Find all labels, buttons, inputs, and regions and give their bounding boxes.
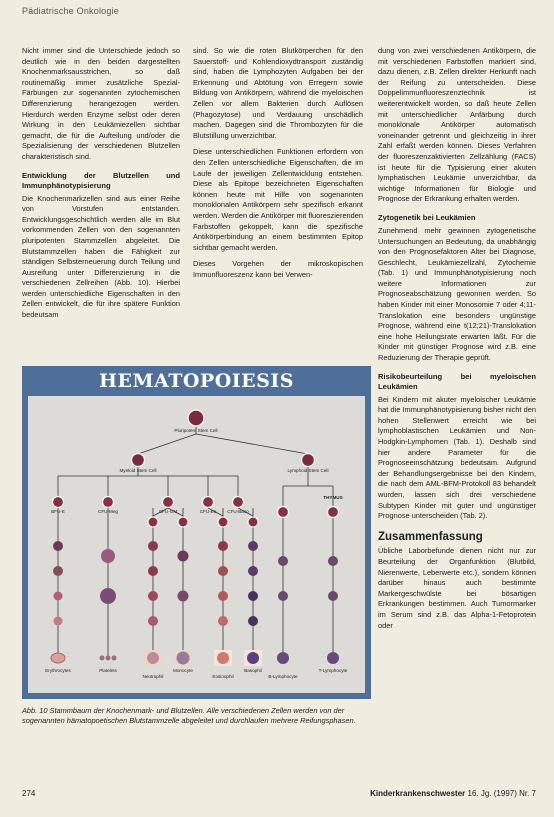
label-eosinophil: Eosinophil — [212, 674, 234, 679]
label-cfu-eo: CFU-Eo — [199, 509, 217, 514]
label-bfu: BFU-E — [51, 509, 65, 514]
label-lymphoid: Lymphoid Stem Cell — [287, 468, 329, 473]
label-basophil: Basophil — [244, 668, 262, 673]
paragraph: Bei Kindern mit akuter myeloischer Leukämie hat die Immunphänotypisierung bisher nicht den hohen Stellenwert erreicht wie bei lymphoblastischen Leukämien und Non-Hodgkin-Lymphomen (Tab. 1). Deshalb sind hier andere Parameter für die Prognoseeinschätzung bedeutsam. Aufgrund der Behandlungsergebnisse bei den Kindern, die nach dem AML-BFM-Protokoll 83 behandelt wurden, lassen sich drei verschiedene Subtypen Kinder mit guter und ungünstiger Prognose unterscheiden (Tab. 2). — [378, 394, 536, 521]
paragraph: Die Knochenmarkzellen sind aus einer Reihe von Vorstufen entstanden. Entwicklungsgeschichtlich werden alle im Blut vorkommenden Zellen von den sogenannten pluripotenten Stammzellen abgeleitet. Die Blutstammzellen haben die Fähigkeit zur ständigen Selbsterneuerung durch Teilung und Ausreifung unter Differenzierung in die verschiedenen Zellreihen (Abb. 10). Hierbei werden unterschiedliche Eigenschaften in den Zellen entwickelt, die für ihre spätere Funktion bedeutsam — [22, 193, 180, 320]
label-stem: Pluripotent Stem Cell — [174, 428, 218, 433]
text-column-2 — [193, 46, 363, 286]
paragraph: sind. So wie die roten Blutkörperchen für den Sauerstoff- und Kohlendioxydtransport zuständig sind, haben die Lymphozyten Aufgaben bei der Erkennung und Abtötung von Erregern sowie Bildung von Antikörpern, während die myeloischen Zellen vor allem Bakterien durch Auflösen (Phagozytose) und Verdauung unschädlich machen. Dagegen sind die Thrombozyten für die Blutstillung unverzichtbar. — [193, 46, 363, 140]
tree-connectors — [58, 426, 333, 658]
label-neutrophil: Neutrophil — [142, 674, 164, 679]
section-heading-summary: Zusammenfassung — [378, 530, 483, 543]
hematopoiesis-figure — [22, 366, 371, 699]
figure-title: HEMATOPOIESIS — [99, 370, 294, 392]
text-column-1 — [22, 46, 180, 327]
label-cfu-baso: CFU-Baso — [227, 509, 249, 514]
figure-panel — [28, 396, 365, 693]
section-heading: Risikobeurteilung bei myeloischen Leukämien — [378, 371, 536, 391]
cell-labels — [45, 428, 348, 679]
label-cfu-meg: CFU-Meg — [98, 509, 118, 514]
paragraph: dung von zwei verschiedenen Antikörpern, die mit verschiedenen Farbstoffen markiert sind, dazu dienen, z.B. Zellen direkter Herkunft nach der Reifung zu unterscheiden. Diese Doppelimmunfluoreszenztechnik ist weiterentwickelt worden, so daß heute Zellen mit unterschiedlicher Anfärbung durch monoklonale Antikörper automatisch voneinander getrennt und gleichzeitig in ihrer Zahl erfaßt werden können. Dieses Verfahren der fluoreszenzaktivierten Zellzählung (FACS) ist heute für die Typisierung einer akuten lymphatischen Leukämie unverzichtbar, da wichtige Informationen für Biologie und Prognose der Erkrankung erhalten werden. — [378, 46, 536, 204]
label-monocyte: Monocyte — [173, 668, 193, 673]
label-thymus: THYMUS — [323, 495, 343, 500]
text-column-3 — [378, 46, 536, 637]
running-header: Pädiatrische Onkologie — [22, 6, 119, 16]
label-b-lymph: B-Lymphocyte — [268, 674, 298, 679]
journal-issue: 16. Jg. (1997) Nr. 7 — [467, 789, 536, 798]
section-heading: Zytogenetik bei Leukämien — [378, 212, 476, 222]
label-t-lymph: T-Lymphocyte — [318, 668, 348, 673]
section-heading: Entwicklung der Blutzellen und Immunphänotypisierung — [22, 170, 180, 190]
lineage-tree-diagram — [28, 396, 365, 693]
figure-caption: Abb. 10 Stammbaum der Knochenmark- und Blutzellen. Alle verschiedenen Zellen werden von der sogenannten hämatopoetischen Blutstammzelle abgeleitet und durchlaufen mehrere Reifungsphasen. — [22, 706, 356, 726]
cell-icons — [51, 410, 339, 666]
paragraph: Zunehmend mehr gewinnen zytogenetische Untersuchungen an Bedeutung, da unabhängig von den Prognosefaktoren Alter bei Diagnose, Geschlecht, Leukämiezellzahl, Zytochemie (Tab. 1) und Immunphänotypisierung noch weitere Informationen zur Prognoseabschätzung gewonnen werden. So haben Kinder mit einer Monosomie 7 oder 4;11-Translokation eine besonders ungünstige Prognose, während eine t(12;21)-Translokation eine hohe Heilungsrate erwarten läßt. Für die Kinder mit günstiger Prognose wird z.B. eine Reduzierung der Therapie geprüft. — [378, 225, 536, 363]
paragraph: Übliche Laborbefunde dienen nicht nur zur Beurteilung der Organfunktion (Blutbild, Nierenwerte, Leberwerte etc.), sondern können darüber hinaus auch bestimmte Markergeschwülste bei bösartigen Erkrankungen bestimmen. Auch Tumormarker im Serum sind z.B. das Alpha-1-Fetoprotein oder — [378, 546, 536, 630]
paragraph: Nicht immer sind die Unterschiede jedoch so deutlich wie in den beiden dargestellten Knochenmarksausstrichen, so daß routinemäßig immer zusätzliche Spezial-Färbungen zur sogenannten zytochemischen Differenzierung herangezogen werden. Hierdurch werden Enzyme selbst oder deren Wirkung in den Leukämiezellen sichtbar gemacht, die für die Aufteilung und/oder die Spezialisierung der verschiedenen Blutzellen charakteristisch sind. — [22, 46, 180, 161]
label-cfu-gm: CFU-GM — [158, 509, 178, 514]
journal-footer — [370, 789, 536, 798]
label-erythrocytes: Erythrocytes — [45, 668, 71, 673]
label-myeloid: Myeloid Stem Cell — [119, 468, 157, 473]
journal-name: Kinderkrankenschwester — [370, 789, 466, 798]
page-number: 274 — [22, 789, 36, 798]
paragraph: Dieses Vorgehen der mikroskopischen Immunfluoreszenz kann bei Verwen- — [193, 259, 363, 279]
paragraph: Diese unterschiedlichen Funktionen erfordern von den Zellen unterschiedliche Eigenschaften, die im Laufe der jeweiligen Zellentwicklung entstehen. Diese als Epitope bezeichneten Eigenschaften können heute mit Hilfe von sogenannten monoklonalen Antikörpern sehr spezifisch erkannt werden. Werden die Antikörper mit fluoreszierenden Farbstoffen gekoppelt, kann die spezifische Antikörperbindung an einem bestimmten Epitop sichtbar gemacht werden. — [193, 147, 363, 252]
label-platelets: Platelets — [99, 668, 117, 673]
